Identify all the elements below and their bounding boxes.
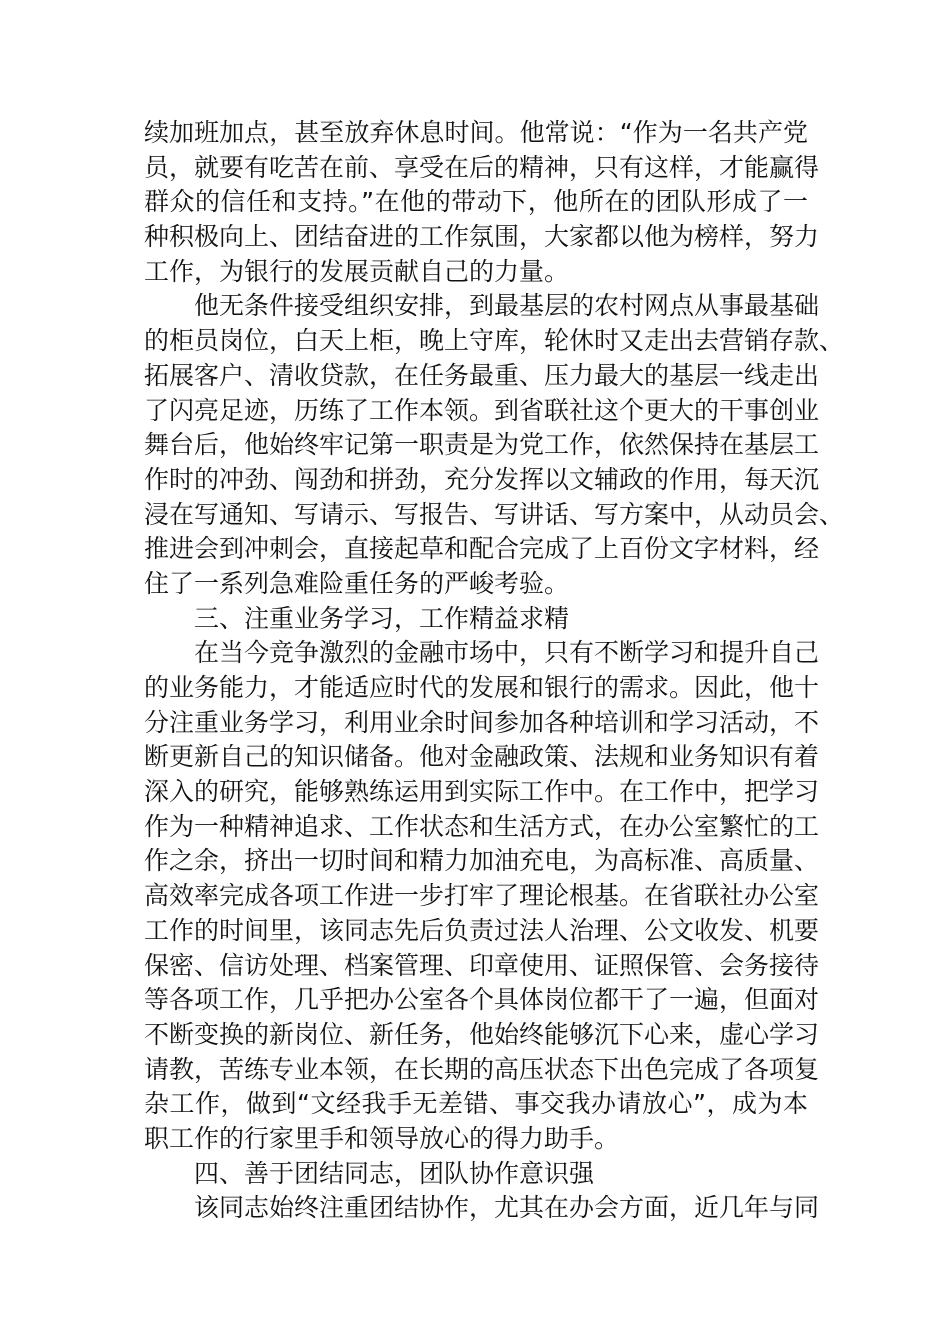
text-line: 请教，苦练专业本领，在长期的高压状态下出色完成了各项复 (144, 1054, 820, 1084)
text-line: 拓展客户、清收贷款，在任务最重、压力最大的基层一线走出 (144, 360, 820, 390)
text-line: 作时的冲劲、闯劲和拼劲，充分发挥以文辅政的作用，每天沉 (144, 464, 820, 494)
text-line: 了闪亮足迹，历练了工作本领。到省联社这个更大的干事创业 (144, 395, 820, 425)
paragraph-start-line: 在当今竞争激烈的金融市场中，只有不断学习和提升自己 (194, 638, 820, 668)
text-line: 的柜员岗位，白天上柜，晚上守库，轮休时又走出去营销存款、 (144, 326, 845, 356)
document-body (144, 116, 845, 1226)
text-line: 工作，为银行的发展贡献自己的力量。 (144, 256, 570, 286)
text-line: 住了一系列急难险重任务的严峻考验。 (144, 568, 570, 598)
text-line: 舞台后，他始终牢记第一职责是为党工作，依然保持在基层工 (144, 430, 820, 460)
text-line: 杂工作，做到“文经我手无差错、事交我办请放心”，成为本 (144, 1089, 808, 1119)
text-line: 等各项工作，几乎把办公室各个具体岗位都干了一遍，但面对 (144, 985, 820, 1015)
text-line: 分注重业务学习，利用业余时间参加各种培训和学习活动，不 (144, 707, 820, 737)
text-line: 作之余，挤出一切时间和精力加油充电，为高标准、高质量、 (144, 846, 820, 876)
text-line: 高效率完成各项工作进一步打牢了理论根基。在省联社办公室 (144, 881, 820, 911)
text-line: 不断变换的新岗位、新任务，他始终能够沉下心来，虚心学习 (144, 1019, 820, 1049)
text-line: 保密、信访处理、档案管理、印章使用、证照保管、会务接待 (144, 950, 820, 980)
paragraph-start-line: 他无条件接受组织安排，到最基层的农村网点从事最基础 (194, 291, 820, 321)
text-line: 续加班加点，甚至放弃休息时间。他常说：“作为一名共产党 (144, 118, 808, 147)
text-line: 职工作的行家里手和领导放心的得力助手。 (144, 1123, 620, 1153)
text-line: 的业务能力，才能适应时代的发展和银行的需求。因此，他十 (144, 673, 820, 702)
paragraph-start-line: 该同志始终注重团结协作，尤其在办会方面，近几年与同 (194, 1193, 820, 1223)
text-line: 群众的信任和支持。”在他的带动下，他所在的团队形成了一 (144, 187, 808, 217)
text-line: 种积极向上、团结奋进的工作氛围，大家都以他为榜样，努力 (144, 222, 820, 252)
text-line: 浸在写通知、写请示、写报告、写讲话、写方案中，从动员会、 (144, 499, 845, 529)
text-line: 工作的时间里，该同志先后负责过法人治理、公文收发、机要 (144, 915, 820, 945)
text-line: 员，就要有吃苦在前、享受在后的精神，只有这样，才能赢得 (144, 152, 820, 182)
text-line: 作为一种精神追求、工作状态和生活方式，在办公室繁忙的工 (144, 811, 820, 841)
text-line: 深入的研究，能够熟练运用到实际工作中。在工作中，把学习 (144, 777, 820, 807)
text-line: 推进会到冲刺会，直接起草和配合完成了上百份文字材料，经 (144, 534, 820, 564)
section-heading: 三、注重业务学习，工作精益求精 (194, 603, 570, 633)
text-line: 断更新自己的知识储备。他对金融政策、法规和业务知识有着 (144, 742, 820, 772)
section-heading: 四、善于团结同志，团队协作意识强 (194, 1158, 595, 1188)
